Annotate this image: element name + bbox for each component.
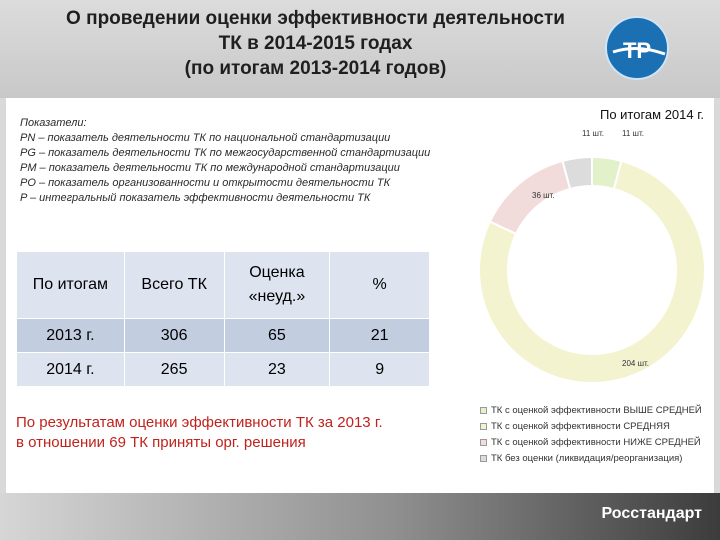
results-table bbox=[16, 251, 430, 387]
table-cell: 2014 г. bbox=[17, 353, 125, 387]
indicators-heading: Показатели: bbox=[20, 117, 87, 129]
table-row bbox=[17, 353, 430, 387]
table-cell: 65 bbox=[224, 319, 330, 353]
table-cell: 265 bbox=[124, 353, 224, 387]
page-title bbox=[8, 6, 623, 81]
main-panel bbox=[6, 98, 714, 493]
data-label: 11 шт. bbox=[622, 129, 644, 138]
table-row bbox=[17, 319, 430, 353]
table-cell: 306 bbox=[124, 319, 224, 353]
legend-swatch bbox=[480, 439, 487, 446]
legend-label: ТК с оценкой эффективности ВЫШЕ СРЕДНЕЙ bbox=[491, 404, 702, 416]
legend-swatch bbox=[480, 455, 487, 462]
results-note bbox=[16, 413, 476, 453]
legend-item bbox=[480, 434, 710, 450]
indicators-legend bbox=[20, 116, 470, 206]
table-cell: 9 bbox=[330, 353, 430, 387]
header-total: Всего ТК bbox=[124, 252, 224, 319]
legend-swatch bbox=[480, 407, 487, 414]
table-header-row bbox=[17, 252, 430, 319]
data-label: 11 шт. bbox=[582, 129, 604, 138]
table-cell: 2013 г. bbox=[17, 319, 125, 353]
footer-brand: Росстандарт bbox=[601, 505, 702, 522]
note-line-1: По результатам оценки эффективности ТК за 2013 г. bbox=[16, 414, 383, 431]
data-label: 36 шт. bbox=[532, 191, 555, 200]
legend-item bbox=[480, 418, 710, 434]
donut-slice bbox=[490, 161, 570, 234]
header-rating-line1: Оценка bbox=[249, 264, 305, 281]
legend-label: ТК с оценкой эффективности СРЕДНЯЯ bbox=[491, 420, 670, 432]
header-percent: % bbox=[330, 252, 430, 319]
legend-item bbox=[480, 450, 710, 466]
note-line-2: в отношении 69 ТК приняты орг. решения bbox=[16, 434, 306, 451]
indicator-pn: PN – показатель деятельности ТК по национальной стандартизации bbox=[20, 132, 391, 144]
indicator-po: PO – показатель организованности и открытости деятельности ТК bbox=[20, 177, 391, 189]
legend-label: ТК с оценкой эффективности НИЖЕ СРЕДНЕЙ bbox=[491, 436, 701, 448]
chart-title: По итогам 2014 г. bbox=[599, 107, 704, 122]
footer bbox=[0, 493, 720, 540]
title-line-2: ТК в 2014-2015 годах bbox=[218, 33, 413, 54]
indicator-pm: PM – показатель деятельности ТК по международной стандартизации bbox=[20, 162, 400, 174]
table-cell: 21 bbox=[330, 319, 430, 353]
table-cell: 23 bbox=[224, 353, 330, 387]
indicator-pg: PG – показатель деятельности ТК по межгосударственной стандартизации bbox=[20, 147, 431, 159]
title-line-1: О проведении оценки эффективности деятельности bbox=[66, 8, 565, 29]
data-label: 204 шт. bbox=[622, 359, 649, 368]
title-line-3: (по итогам 2013-2014 годов) bbox=[184, 58, 447, 79]
header-rating-line2: «неуд.» bbox=[248, 288, 306, 305]
indicator-p: P – интегральный показатель эффективности деятельности ТК bbox=[20, 192, 371, 204]
chart-legend bbox=[480, 402, 710, 466]
donut-chart bbox=[472, 122, 706, 398]
tr-logo bbox=[603, 14, 671, 82]
legend-item bbox=[480, 402, 710, 418]
header-rating bbox=[224, 252, 330, 319]
legend-label: ТК без оценки (ликвидация/реорганизация) bbox=[491, 452, 683, 464]
header-period: По итогам bbox=[17, 252, 125, 319]
legend-swatch bbox=[480, 423, 487, 430]
header bbox=[0, 0, 720, 98]
logo-text: ТР bbox=[622, 38, 652, 63]
